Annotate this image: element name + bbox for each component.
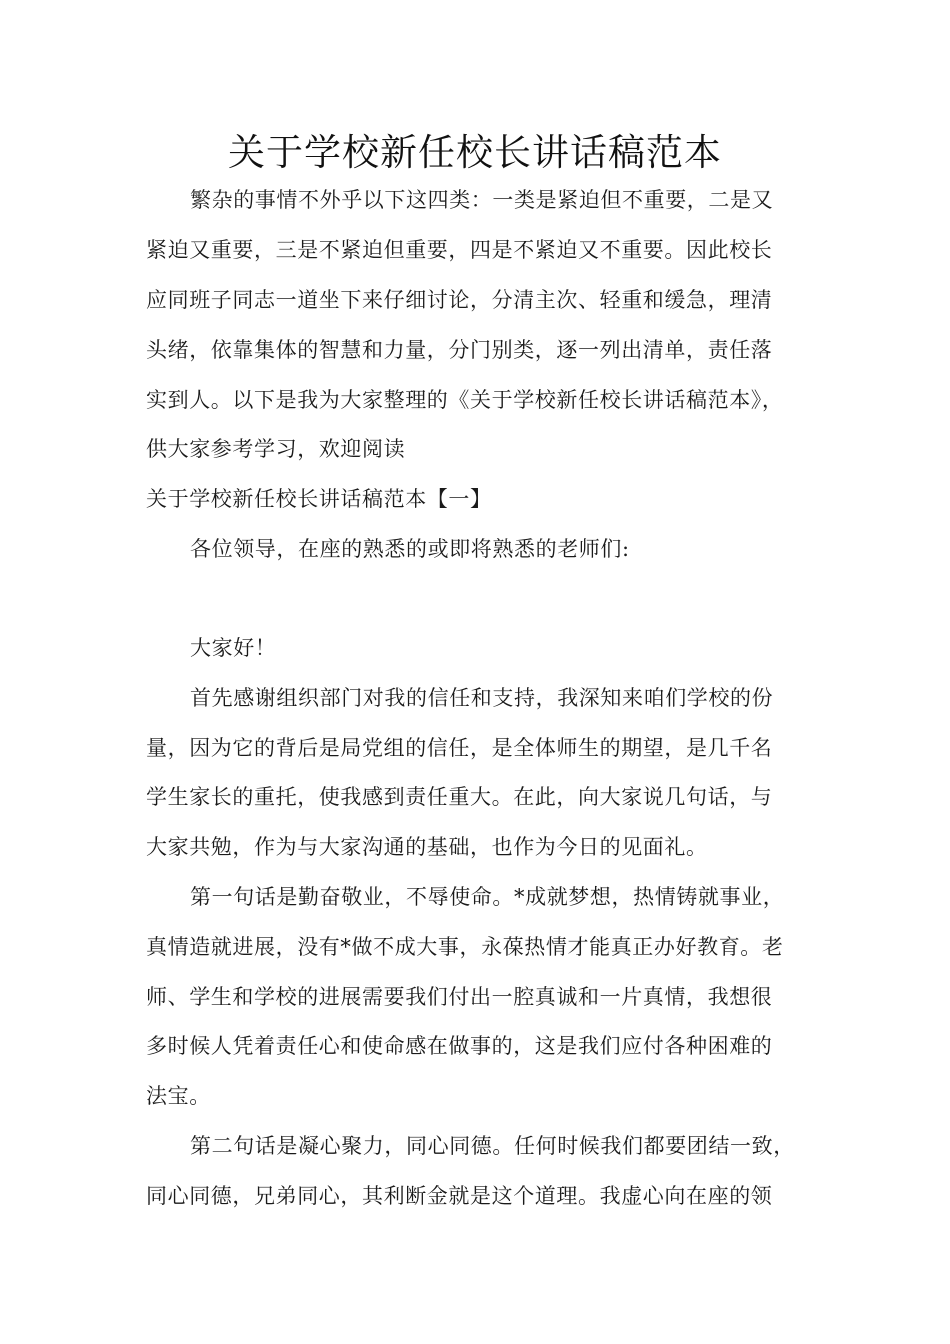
para3-line-1: 第二句话是凝心聚力，同心同德。任何时候我们都要团结一致， <box>190 1134 795 1158</box>
para2-line-4: 多时候人凭着责任心和使命感在做事的，这是我们应付各种困难的 <box>146 1034 773 1058</box>
para2-line-5: 法宝。 <box>146 1084 211 1108</box>
para1-line-2: 量，因为它的背后是局党组的信任，是全体师生的期望，是几千名 <box>146 736 773 760</box>
section-heading: 关于学校新任校长讲话稿范本【一】 <box>146 487 492 511</box>
para1-line-1: 首先感谢组织部门对我的信任和支持，我深知来咱们学校的份 <box>190 686 774 710</box>
intro-line-4: 头绪，依靠集体的智慧和力量，分门别类，逐一列出清单，责任落 <box>146 338 773 362</box>
para3-line-2: 同心同德，兄弟同心，其利断金就是这个道理。我虚心向在座的领 <box>146 1184 773 1208</box>
intro-line-3: 应同班子同志一道坐下来仔细讨论，分清主次、轻重和缓急，理清 <box>146 288 773 312</box>
salutation: 各位领导，在座的熟悉的或即将熟悉的老师们: <box>190 537 630 561</box>
intro-line-2: 紧迫又重要，三是不紧迫但重要，四是不紧迫又不重要。因此校长 <box>146 238 773 262</box>
para2-line-2: 真情造就进展，没有*做不成大事，永葆热情才能真正办好教育。老 <box>146 935 784 959</box>
greeting: 大家好！ <box>190 636 277 660</box>
para2-line-3: 师、学生和学校的进展需要我们付出一腔真诚和一片真情，我想很 <box>146 985 773 1009</box>
para2-line-1: 第一句话是勤奋敬业，不辱使命。*成就梦想，热情铸就事业， <box>190 885 785 909</box>
intro-line-6: 供大家参考学习，欢迎阅读 <box>146 437 406 461</box>
intro-line-1: 繁杂的事情不外乎以下这四类：一类是紧迫但不重要，二是又 <box>190 188 774 212</box>
document-title: 关于学校新任校长讲话稿范本 <box>228 131 722 174</box>
para1-line-3: 学生家长的重托，使我感到责任重大。在此，向大家说几句话，与 <box>146 785 773 809</box>
intro-line-5: 实到人。以下是我为大家整理的《关于学校新任校长讲话稿范本》， <box>146 388 784 412</box>
para1-line-4: 大家共勉，作为与大家沟通的基础，也作为今日的见面礼。 <box>146 835 708 859</box>
